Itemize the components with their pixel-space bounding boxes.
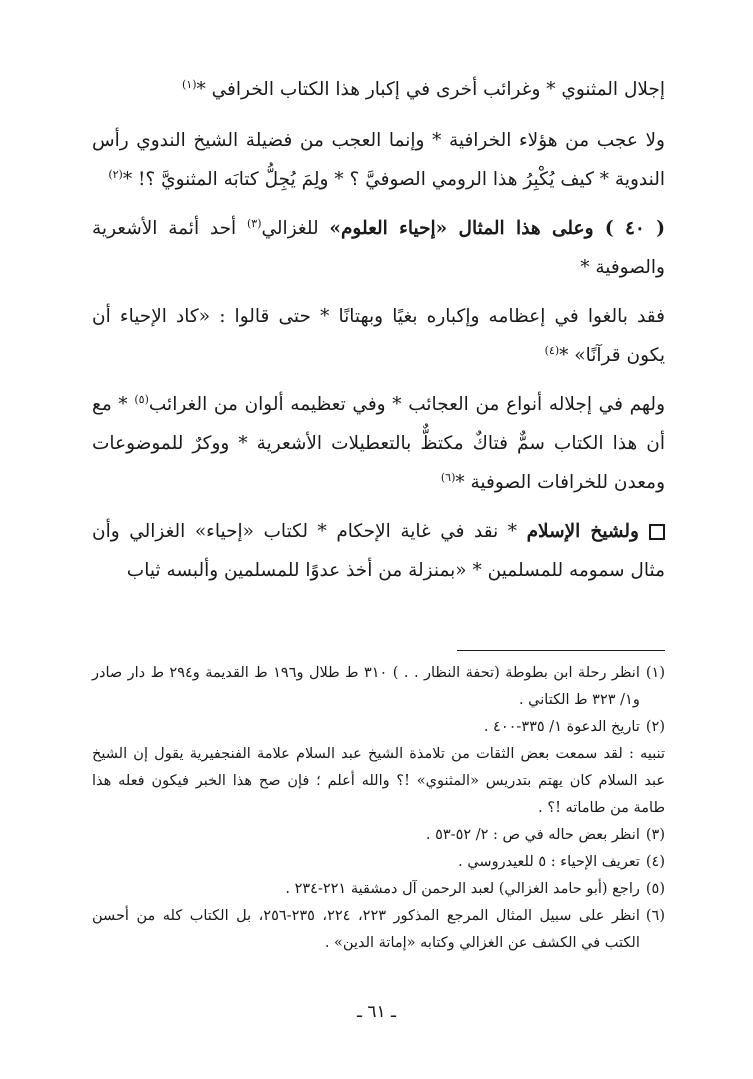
footnote-text: انظر على سبيل المثال المرجع المذكور ٢٢٣، ٢٢٤، ٢٣٥-٢٥٦، بل الكتاب كله من أحسن الكتب في الكشف عن الغزالي وكتابه «إماتة الدين» . bbox=[92, 908, 640, 951]
square-bullet-icon bbox=[649, 524, 665, 540]
paragraph-1 bbox=[92, 70, 665, 109]
footnote-number: (١) bbox=[645, 665, 665, 681]
footnote-number: (٣) bbox=[645, 827, 665, 843]
main-text bbox=[92, 70, 665, 600]
paragraph-4 bbox=[92, 297, 665, 375]
paragraph-4-text: فقد بالغوا في إعظامه وإكباره بغيًا وبهتانًا * حتى قالوا : «كاد الإحياء أن يكون قرآنًا» * bbox=[92, 306, 665, 366]
paragraph-3-text-b: أحد أئمة الأشعرية والصوفية * bbox=[92, 218, 665, 278]
footnote-ref-3: (٣) bbox=[246, 216, 262, 230]
footnote-divider bbox=[457, 650, 665, 651]
footnote-note-text: تنبيه : لقد سمعت بعض الثقات من تلامذة الشيخ عبد السلام علامة الفنجفيرية يقول إن الشيخ عبد السلام كان يهتم بتدريس «المثنوي» !؟ والله أعلم ؛ فإن صح هذا الخبر فيكون فعله هذا طامة من طاماته !؟ . bbox=[92, 746, 665, 816]
paragraph-2 bbox=[92, 121, 665, 199]
paragraph-6-lead: ولشيخ الإسلام bbox=[526, 521, 639, 542]
footnote-ref-2: (٢) bbox=[108, 167, 123, 181]
footnote-text: تعريف الإحياء : ٥ للعيدروسي . bbox=[458, 854, 640, 870]
footnote-1 bbox=[92, 660, 665, 714]
footnote-ref-4: (٤) bbox=[544, 343, 560, 357]
footnote-number: (٦) bbox=[645, 908, 665, 924]
footnote-6 bbox=[92, 903, 665, 957]
paragraph-5-text-b: * مع أن هذا الكتاب سمٌّ فتاكٌ مكتظٌّ بالتعطيلات الأشعرية * ووكرٌ للموضوعات ومعدن للخرافات الصوفية * bbox=[92, 394, 665, 493]
footnote-5 bbox=[92, 876, 665, 903]
footnote-text: راجع (أبو حامد الغزالي) لعبد الرحمن آل دمشقية ٢٢١-٢٣٤ . bbox=[285, 881, 640, 897]
paragraph-3-lead: ( ٤٠ ) وعلى هذا المثال «إحياء العلوم» bbox=[329, 218, 665, 239]
footnote-note bbox=[92, 741, 665, 822]
footnote-number: (٤) bbox=[645, 854, 665, 870]
paragraph-6 bbox=[92, 512, 665, 590]
footnote-2 bbox=[92, 714, 665, 741]
footnotes bbox=[92, 660, 665, 957]
footnote-ref-1: (١) bbox=[181, 77, 197, 91]
footnote-ref-5: (٥) bbox=[134, 392, 149, 406]
page-number: ـ ٦١ ـ bbox=[356, 1002, 397, 1022]
paragraph-1-text: إجلال المثنوي * وغرائب أخرى في إكبار هذا الكتاب الخرافي * bbox=[196, 79, 665, 100]
paragraph-3 bbox=[92, 209, 665, 287]
paragraph-6-text: * نقد في غاية الإحكام * لكتاب «إحياء» الغزالي وأن مثال سمومه للمسلمين * «بمنزلة من أخذ عدوًا للمسلمين وألبسه ثياب bbox=[92, 521, 665, 581]
footnote-ref-6: (٦) bbox=[440, 470, 456, 484]
footnote-number: (٢) bbox=[645, 719, 665, 735]
footnote-text: تاريخ الدعوة ١/ ٣٣٥-٤٠٠ . bbox=[483, 719, 640, 735]
paragraph-3-text-a: للغزالي bbox=[261, 218, 330, 239]
footnote-text: انظر رحلة ابن بطوطة (تحفة النظار . . ) ٣١٠ ط طلال و١٩٦ ط القديمة و٢٩٤ ط دار صادر و١/ ٣٢٣ ط الكتاني . bbox=[92, 665, 640, 708]
footnote-text: انظر بعض حاله في ص : ٢/ ٥٢-٥٣ . bbox=[425, 827, 640, 843]
footnote-number: (٥) bbox=[645, 881, 665, 897]
footnote-3 bbox=[92, 822, 665, 849]
paragraph-5-text-a: ولهم في إجلاله أنواع من العجائب * وفي تعظيمه ألوان من الغرائب bbox=[148, 394, 665, 415]
footnote-4 bbox=[92, 849, 665, 876]
paragraph-2-text: ولا عجب من هؤلاء الخرافية * وإنما العجب من فضيلة الشيخ الندوي رأس الندوية * كيف يُكْبِرُ هذا الرومي الصوفيَّ ؟ * ولِمَ يُجِلُّ كتابَه المثنويَّ ؟! * bbox=[92, 130, 665, 190]
paragraph-5 bbox=[92, 385, 665, 502]
